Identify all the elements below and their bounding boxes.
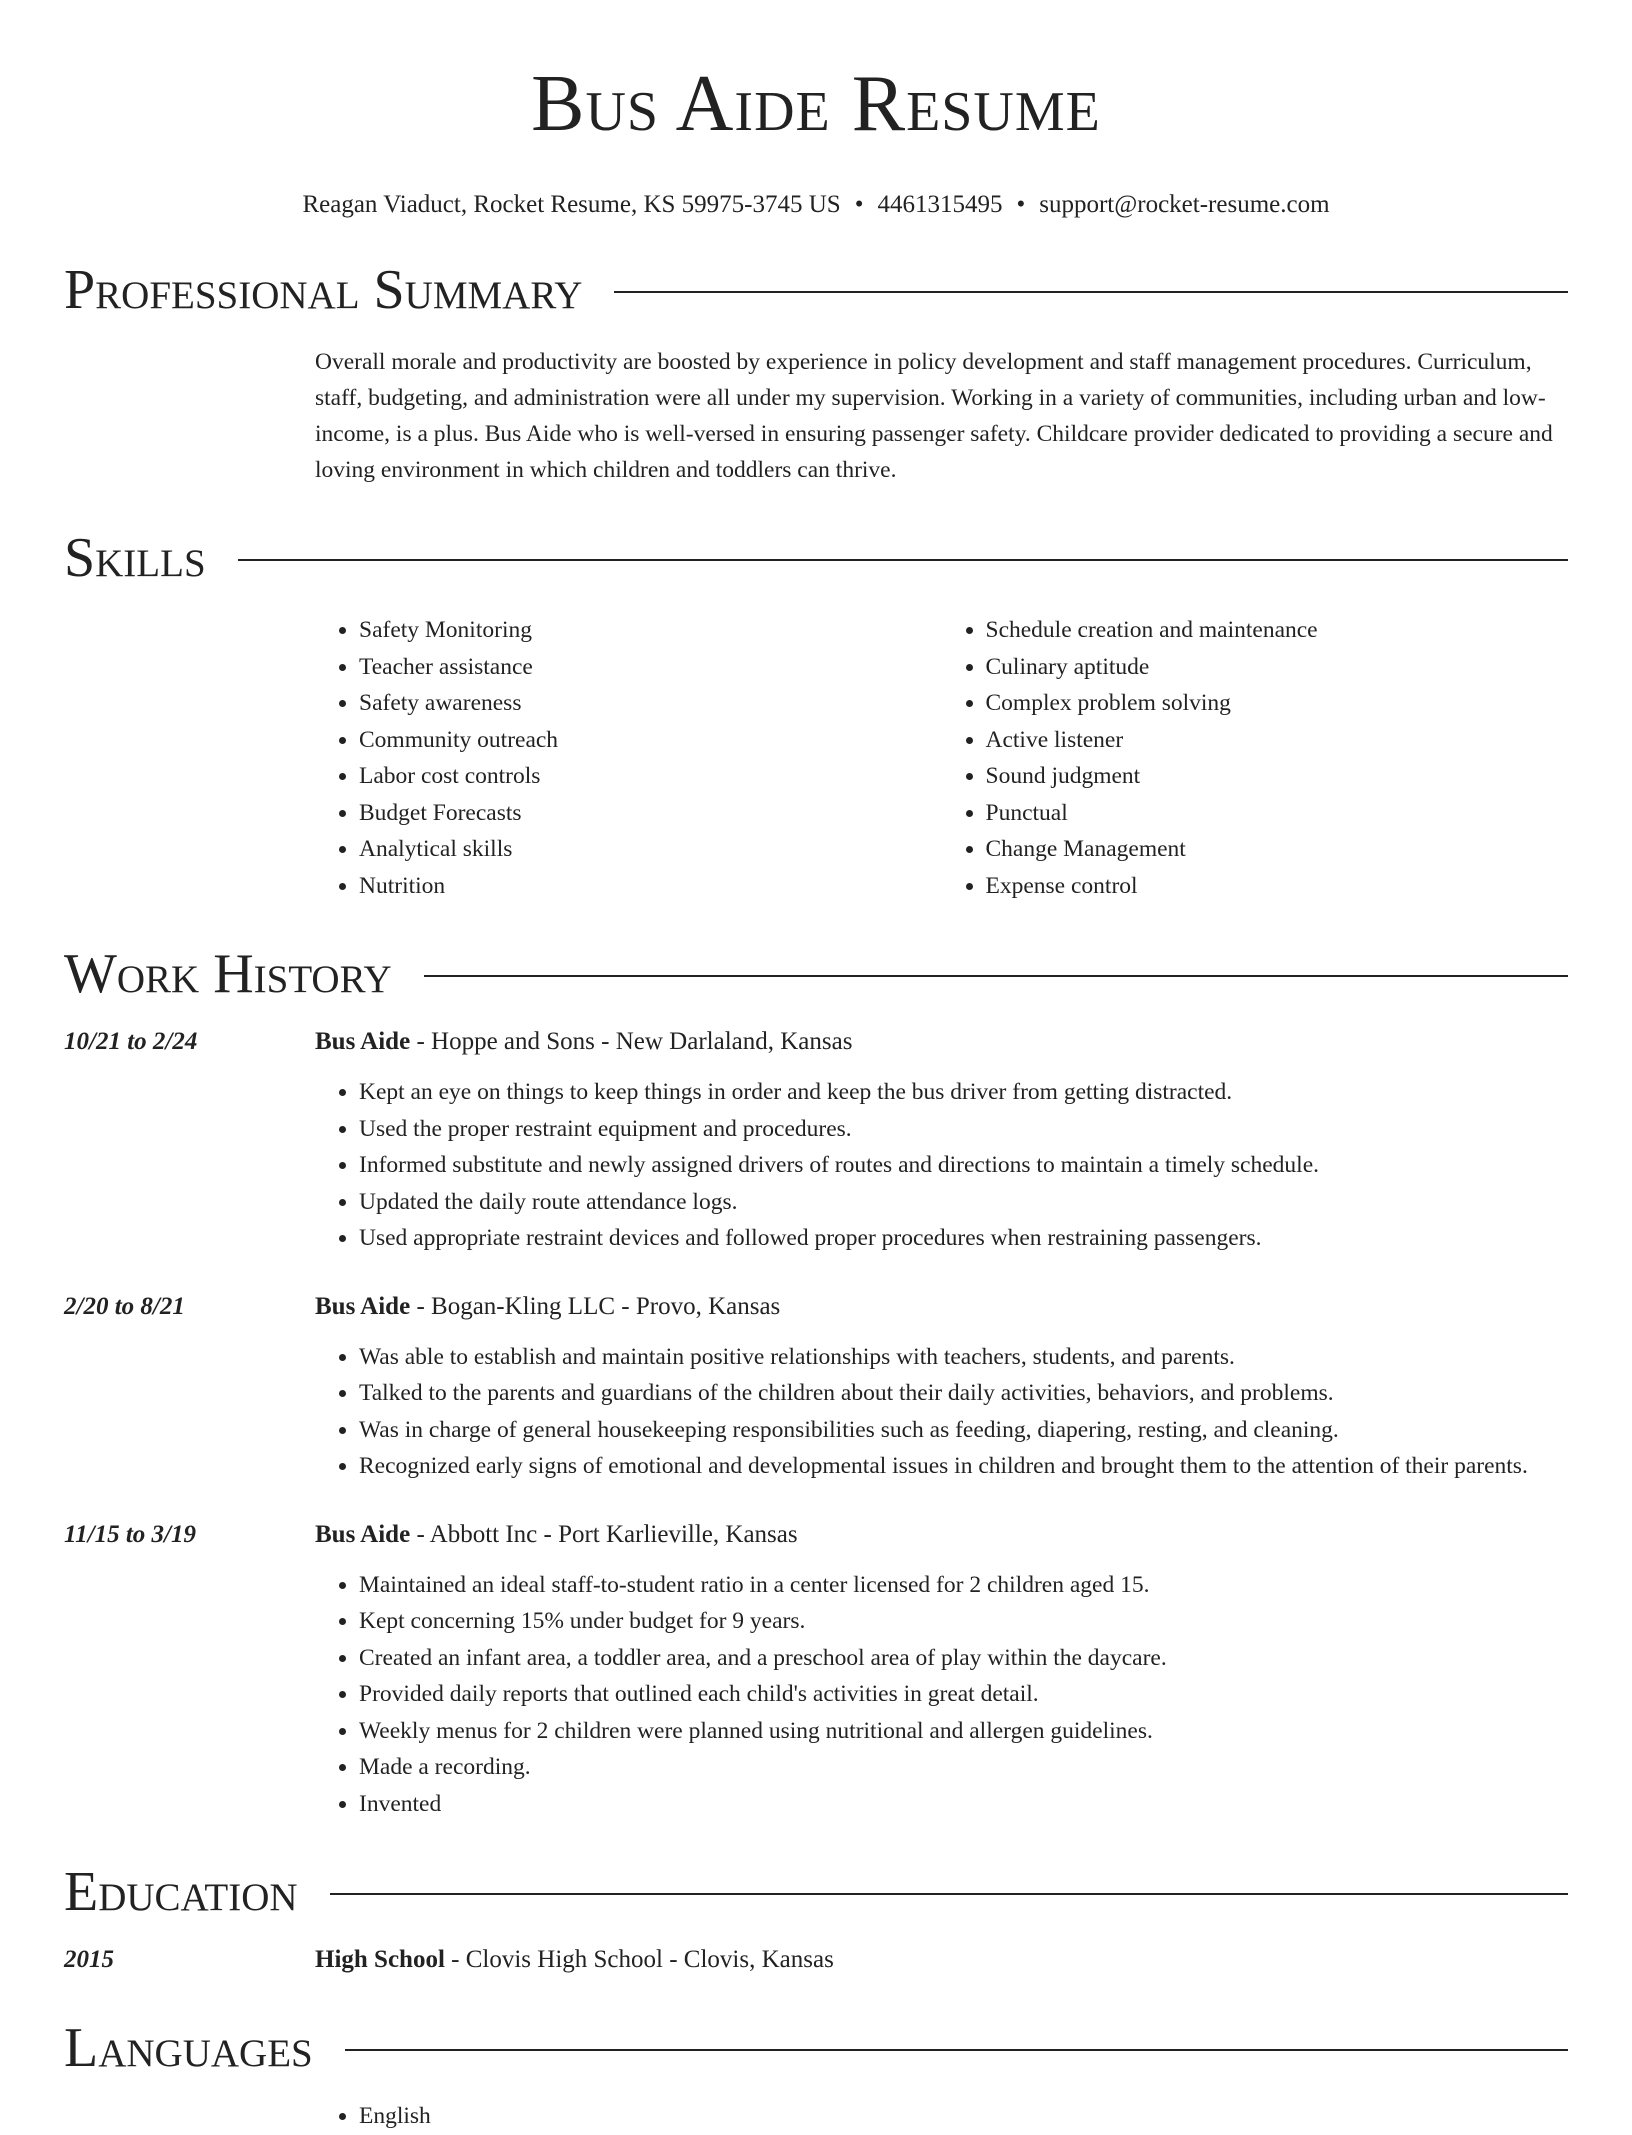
education-entry (64, 1942, 1568, 1978)
job-entry (64, 1024, 1568, 1257)
resume-page (64, 0, 1568, 2135)
job-dates: 10/21 to 2/24 (64, 1028, 198, 1055)
education-title (315, 1942, 834, 1978)
job-bullet: • Used appropriate restraint devices and followed proper procedures when restraining passengers. (359, 1220, 1568, 1257)
job-details (315, 1289, 1568, 1485)
skill-item: • Expense control (986, 868, 1569, 905)
skill-item: • Budget Forecasts (359, 795, 942, 832)
contact-line (64, 190, 1568, 220)
skill-item: • Schedule creation and maintenance (986, 612, 1569, 649)
job-bullets (315, 1339, 1568, 1485)
section-divider (345, 2049, 1568, 2051)
page-title: Bus Aide Resume (531, 60, 1101, 148)
skill-item: • Safety Monitoring (359, 612, 942, 649)
job-bullet: • Kept concerning 15% under budget for 9 years. (359, 1603, 1568, 1640)
work-heading: Work History (64, 943, 392, 1005)
skill-item: • Active listener (986, 722, 1569, 759)
contact-email[interactable]: support@rocket-resume.com (1039, 191, 1330, 218)
separator-dot: • (1016, 191, 1026, 218)
skill-item: • Nutrition (359, 868, 942, 905)
job-employer: - Hoppe and Sons - New Darlaland, Kansas (410, 1028, 853, 1055)
job-details (315, 1517, 1568, 1823)
skills-list-right (942, 612, 1569, 904)
job-bullet: • Weekly menus for 2 children were planned using nutritional and allergen guidelines. (359, 1713, 1568, 1750)
job-employer: - Abbott Inc - Port Karlieville, Kansas (410, 1520, 798, 1548)
job-bullet: • Invented (359, 1786, 1568, 1823)
job-title-line (315, 1024, 1568, 1060)
job-title: Bus Aide (315, 1520, 411, 1548)
education-school: - Clovis High School - Clovis, Kansas (444, 1946, 834, 1973)
section-divider (330, 1893, 1568, 1895)
separator-dot: • (854, 191, 864, 218)
skill-item: • Teacher assistance (359, 649, 942, 686)
job-bullet: • Informed substitute and newly assigned drivers of routes and directions to maintain a timely schedule. (359, 1147, 1568, 1184)
section-divider (424, 975, 1568, 977)
contact-phone: 4461315495 (877, 191, 1003, 218)
languages-list (315, 2098, 1568, 2135)
summary-section-header (64, 258, 1568, 322)
job-title: Bus Aide (315, 1028, 411, 1055)
skill-item: • Analytical skills (359, 831, 942, 868)
languages-heading: Languages (64, 2017, 313, 2079)
section-divider (614, 291, 1568, 293)
summary-heading: Professional Summary (64, 259, 583, 321)
job-bullet: • Recognized early signs of emotional and developmental issues in children and brought them to the attention of their parents. (359, 1448, 1568, 1485)
skill-item: • Sound judgment (986, 758, 1569, 795)
skill-item: • Culinary aptitude (986, 649, 1569, 686)
language-item: • English (359, 2098, 1568, 2135)
job-bullet: • Created an infant area, a toddler area, and a preschool area of play within the daycare. (359, 1640, 1568, 1677)
skill-item: • Punctual (986, 795, 1569, 832)
skill-item: • Labor cost controls (359, 758, 942, 795)
job-bullet: • Was able to establish and maintain positive relationships with teachers, students, and parents. (359, 1339, 1568, 1376)
education-year: 2015 (64, 1946, 114, 1973)
job-bullet: • Used the proper restraint equipment and procedures. (359, 1111, 1568, 1148)
job-bullet: • Was in charge of general housekeeping responsibilities such as feeding, diapering, resting, and cleaning. (359, 1412, 1568, 1449)
skills-section-header (64, 526, 1568, 590)
job-dates: 11/15 to 3/19 (64, 1520, 196, 1548)
job-title: Bus Aide (315, 1292, 411, 1320)
work-history-list (64, 1024, 1568, 1822)
education-heading: Education (64, 1861, 298, 1923)
job-bullet: • Updated the daily route attendance logs. (359, 1184, 1568, 1221)
education-degree: High School (315, 1946, 445, 1973)
job-details (315, 1024, 1568, 1257)
job-bullet: • Provided daily reports that outlined each child's activities in great detail. (359, 1676, 1568, 1713)
job-bullet: • Talked to the parents and guardians of the children about their daily activities, behaviors, and problems. (359, 1375, 1568, 1412)
skills-list-left (315, 612, 942, 904)
education-section-header (64, 1860, 1568, 1924)
contact-address: Reagan Viaduct, Rocket Resume, KS 59975-3745 US (302, 191, 841, 218)
summary-text: Overall morale and productivity are boosted by experience in policy development and staff management procedures. Curriculum, staff, budgeting, and administration were all under my supervision. Working in a variety of communities, including urban and low-income, is a plus. Bus Aide who is well-versed in ensuring passenger safety. Childcare provider dedicated to providing a secure and loving environment in which children and toddlers can thrive. (315, 349, 1553, 483)
section-divider (238, 559, 1568, 561)
job-employer: - Bogan-Kling LLC - Provo, Kansas (410, 1292, 781, 1320)
job-dates: 2/20 to 8/21 (64, 1292, 185, 1320)
job-bullets (315, 1074, 1568, 1257)
languages-section-header (64, 2016, 1568, 2080)
job-bullet: • Kept an eye on things to keep things in order and keep the bus driver from getting distracted. (359, 1074, 1568, 1111)
job-title-line (315, 1517, 1568, 1553)
skill-item: • Community outreach (359, 722, 942, 759)
job-bullets (315, 1567, 1568, 1823)
skills-heading: Skills (64, 527, 206, 589)
skill-item: • Complex problem solving (986, 685, 1569, 722)
job-entry (64, 1289, 1568, 1485)
skill-item: • Safety awareness (359, 685, 942, 722)
work-section-header (64, 942, 1568, 1006)
job-entry (64, 1517, 1568, 1823)
job-bullet: • Made a recording. (359, 1749, 1568, 1786)
skills-grid (315, 612, 1568, 904)
job-title-line (315, 1289, 1568, 1325)
skill-item: • Change Management (986, 831, 1569, 868)
job-bullet: • Maintained an ideal staff-to-student ratio in a center licensed for 2 children aged 15. (359, 1567, 1568, 1604)
